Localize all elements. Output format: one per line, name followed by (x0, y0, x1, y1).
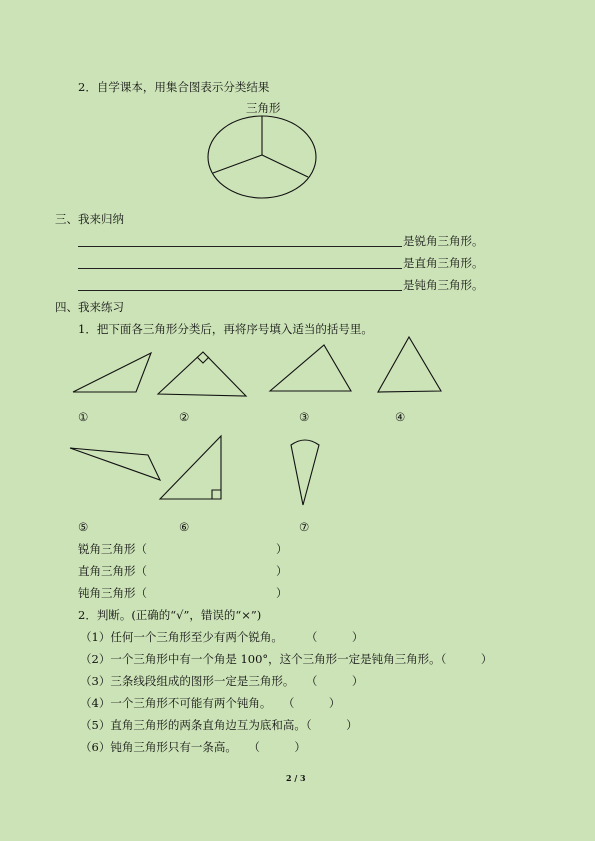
q2-prompt: 2．判断。(正确的“√”，错误的“×”) (78, 608, 262, 622)
set-diagram (208, 116, 316, 198)
figure-label-7: ⑦ (299, 520, 310, 534)
section-heading-practice: 四、我来练习 (55, 300, 124, 314)
figure-label-3: ③ (299, 410, 310, 424)
triangle-4 (378, 337, 441, 392)
answer-acute-close: ） (276, 542, 288, 556)
triangle-1 (73, 353, 151, 392)
answer-acute-label: 锐角三角形（ (78, 542, 147, 556)
page-number: 2 / 3 (286, 773, 306, 783)
triangle-2 (158, 352, 246, 396)
summary-line-2: 是直角三角形。 (403, 256, 484, 270)
q1-prompt: 1．把下面各三角形分类后，再将序号填入适当的括号里。 (78, 322, 373, 336)
summary-blank-2[interactable] (78, 268, 402, 269)
answer-right-close: ） (276, 564, 288, 578)
q2-item-2: （2）一个三角形中有一个角是 100°，这个三角形一定是钝角三角形。（ ） (80, 652, 493, 666)
q2-item-5: （5）直角三角形的两条直角边互为底和高。（ ） (80, 718, 358, 732)
summary-line-3: 是钝角三角形。 (403, 278, 484, 292)
answer-obtuse-label: 钝角三角形（ (78, 586, 147, 600)
figure-label-1: ① (78, 410, 89, 424)
answer-obtuse-close: ） (276, 586, 288, 600)
section-heading-summary: 三、我来归纳 (55, 212, 124, 226)
q2-item-4: （4）一个三角形不可能有两个钝角。 （ ） (80, 696, 341, 710)
triangle-6 (160, 436, 221, 499)
q2-item-3: （3）三条线段组成的图形一定是三角形。 （ ） (80, 674, 364, 688)
section-heading-classify: 2．自学课本，用集合图表示分类结果 (78, 80, 270, 94)
summary-line-1: 是锐角三角形。 (403, 234, 484, 248)
triangle-7 (291, 440, 319, 505)
figure-label-2: ② (179, 410, 190, 424)
figure-label-6: ⑥ (179, 520, 190, 534)
figure-label-5: ⑤ (78, 520, 89, 534)
q2-item-1: （1）任何一个三角形至少有两个锐角。 （ ） (80, 630, 364, 644)
set-diagram-label: 三角形 (246, 101, 281, 115)
triangle-5 (70, 448, 160, 480)
q2-item-6: （6）钝角三角形只有一条高。 （ ） (80, 740, 306, 754)
summary-blank-1[interactable] (78, 246, 402, 247)
answer-right-label: 直角三角形（ (78, 564, 147, 578)
summary-blank-3[interactable] (78, 290, 402, 291)
triangle-3 (270, 345, 351, 391)
figure-label-4: ④ (395, 410, 406, 424)
